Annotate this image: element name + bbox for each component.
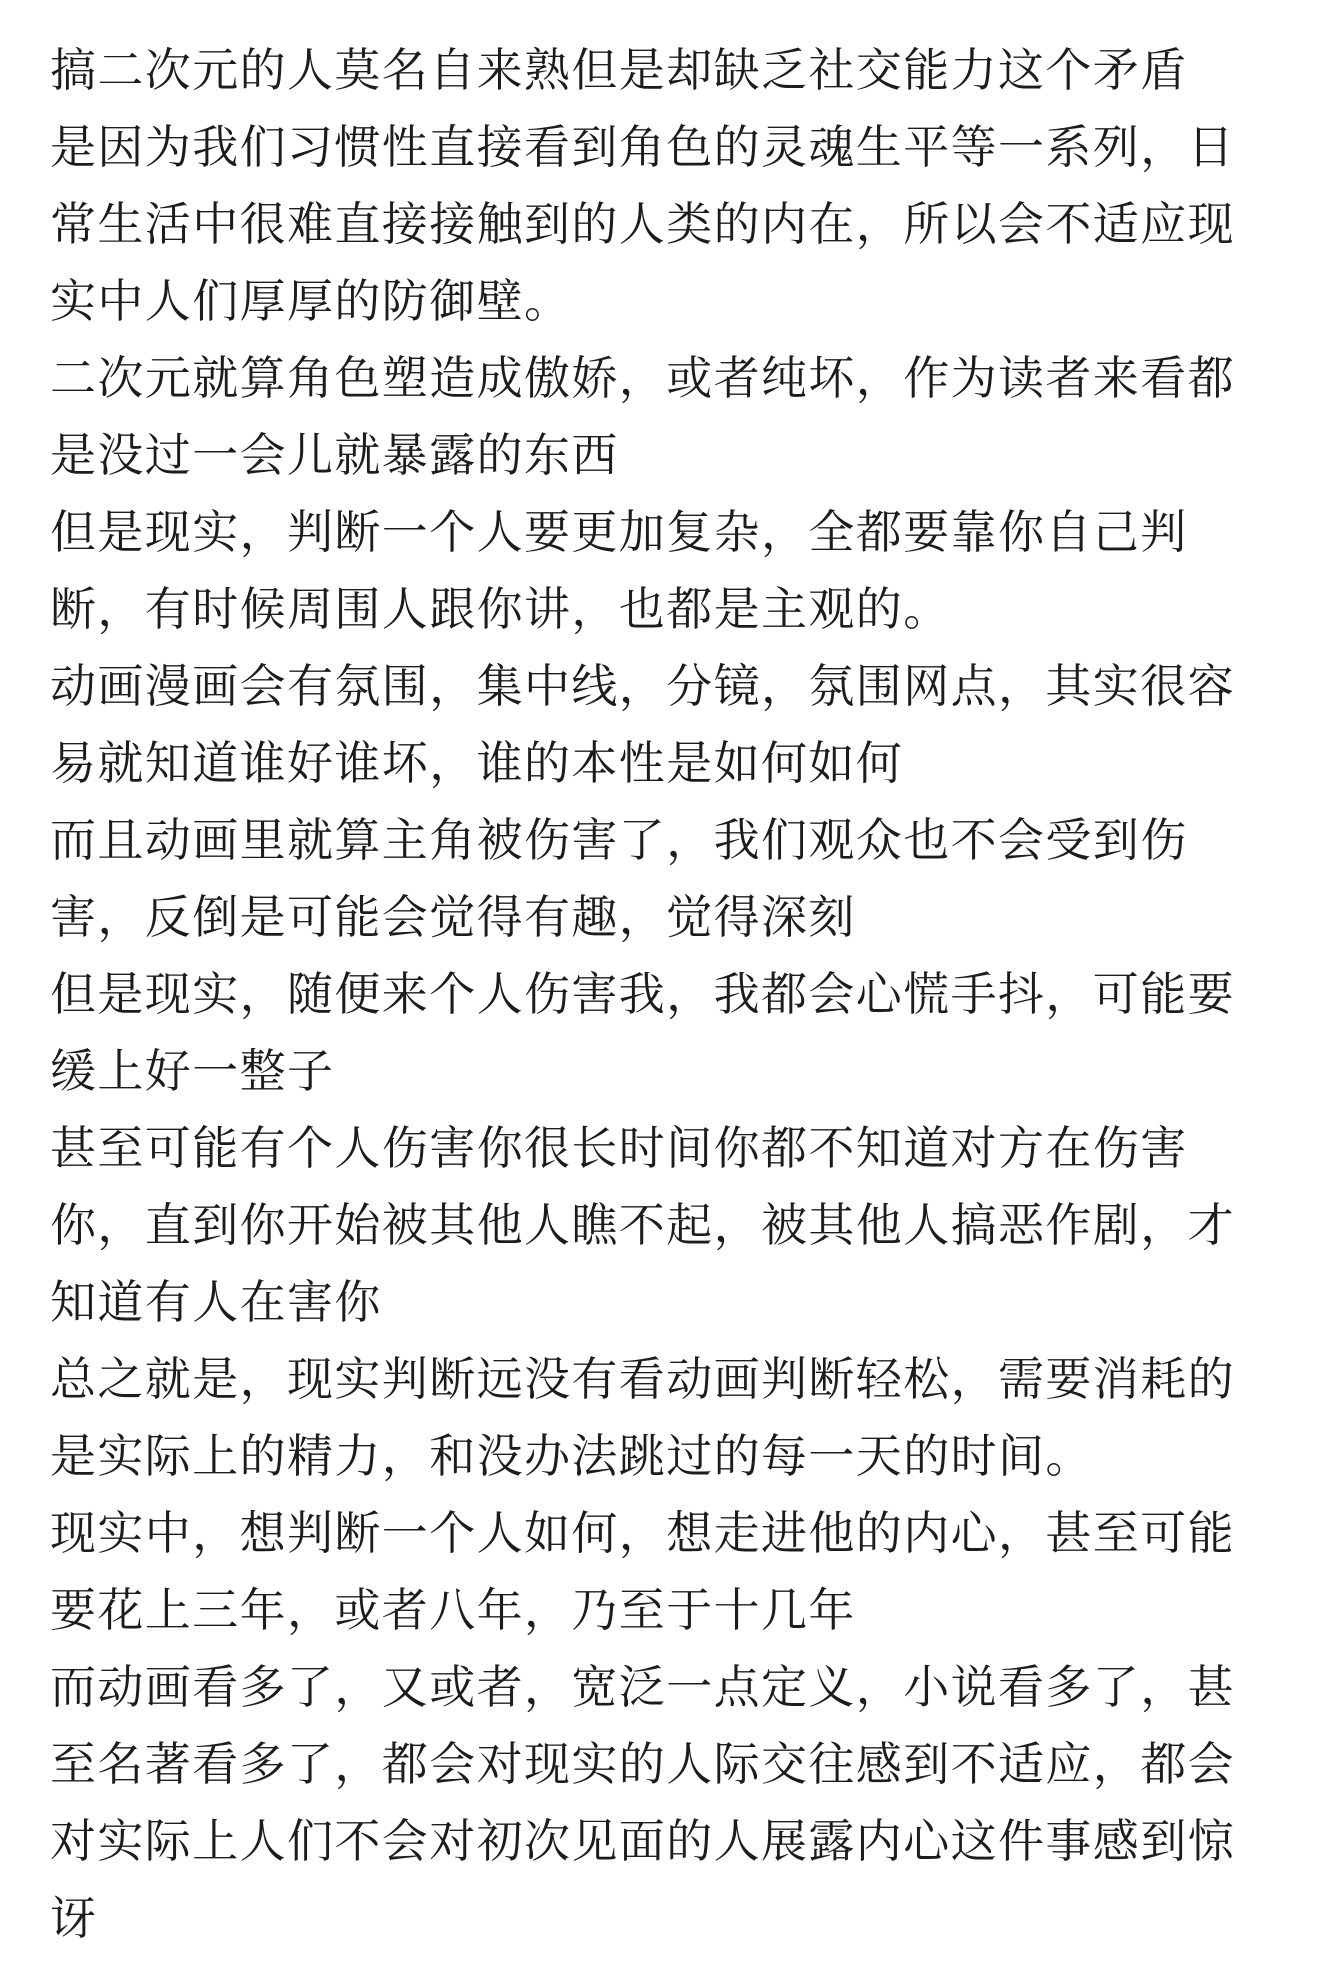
text-line: 但是现实，判断一个人要更加复杂，全都要靠你自己判 [50,505,1188,559]
text-line: 易就知道谁好谁坏，谁的本性是如何如何 [50,736,904,790]
text-line: 害，反倒是可能会觉得有趣，觉得深刻 [50,890,856,944]
text-line: 是实际上的精力，和没办法跳过的每一天的时间。 [50,1429,1093,1483]
text-line: 要花上三年，或者八年，乃至于十几年 [50,1583,856,1637]
text-line: 而动画看多了，又或者，宽泛一点定义，小说看多了，甚 [50,1660,1235,1714]
text-line: 是因为我们习惯性直接看到角色的灵魂生平等一系列，日 [50,120,1235,174]
post-text-body [50,32,1250,1957]
text-line: 至名著看多了，都会对现实的人际交往感到不适应，都会 [50,1737,1235,1791]
text-line: 甚至可能有个人伤害你很长时间你都不知道对方在伤害 [50,1121,1188,1175]
text-line: 断，有时候周围人跟你讲，也都是主观的。 [50,582,951,636]
text-line: 对实际上人们不会对初次见面的人展露内心这件事感到惊 [50,1814,1235,1868]
text-line: 实中人们厚厚的防御壁。 [50,274,572,328]
text-line: 现实中，想判断一个人如何，想走进他的内心，甚至可能 [50,1506,1235,1560]
text-line: 知道有人在害你 [50,1275,382,1329]
text-line: 动画漫画会有氛围，集中线，分镜，氛围网点，其实很容 [50,659,1235,713]
text-line: 搞二次元的人莫名自来熟但是却缺乏社交能力这个矛盾 [50,43,1188,97]
text-line: 缓上好一整子 [50,1044,335,1098]
text-line: 总之就是，现实判断远没有看动画判断轻松，需要消耗的 [50,1352,1235,1406]
text-line: 而且动画里就算主角被伤害了，我们观众也不会受到伤 [50,813,1188,867]
text-line: 讶 [50,1891,98,1945]
text-line: 常生活中很难直接接触到的人类的内在，所以会不适应现 [50,197,1235,251]
text-line: 是没过一会儿就暴露的东西 [50,428,619,482]
text-line: 你，直到你开始被其他人瞧不起，被其他人搞恶作剧，才 [50,1198,1235,1252]
text-line: 但是现实，随便来个人伤害我，我都会心慌手抖，可能要 [50,967,1235,1021]
text-line: 二次元就算角色塑造成傲娇，或者纯坏，作为读者来看都 [50,351,1235,405]
